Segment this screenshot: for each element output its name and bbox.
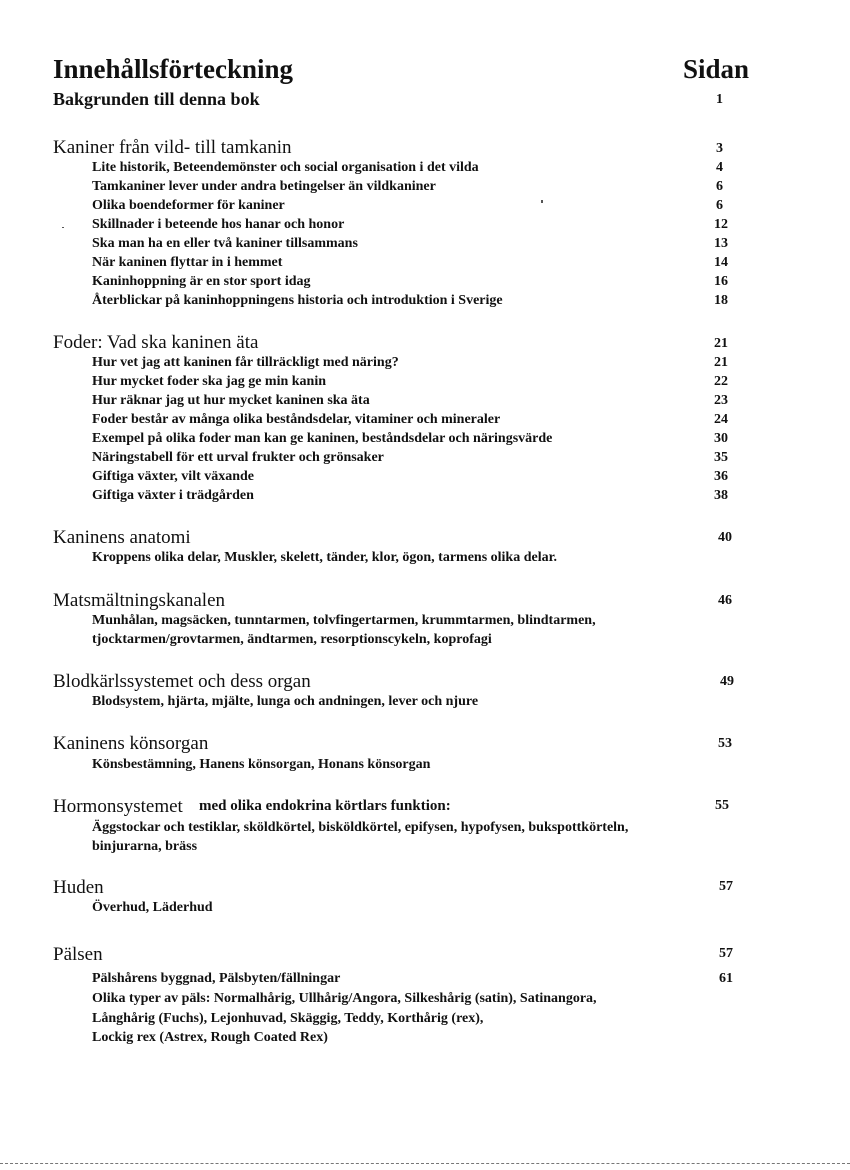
toc-item-page: 38 (714, 488, 728, 503)
section-description: Könsbestämning, Hanens könsorgan, Honans könsorgan (92, 757, 431, 772)
section-description: tjocktarmen/grovtarmen, ändtarmen, resorptionscykeln, koprofagi (92, 632, 492, 647)
section-description: Olika typer av päls: Normalhårig, Ullhårig/Angora, Silkeshårig (satin), Satinangora, (92, 991, 597, 1006)
section-title: Kaninens anatomi (53, 527, 191, 548)
section-title: Kaniner från vild- till tamkanin (53, 137, 292, 158)
section-title: Blodkärlssystemet och dess organ (53, 671, 311, 692)
scan-speck (541, 200, 543, 203)
section-description: Långhårig (Fuchs), Lejonhuvad, Skäggig, Teddy, Korthårig (rex), (92, 1011, 484, 1026)
toc-item-page: 18 (714, 293, 728, 308)
section-description: Lockig rex (Astrex, Rough Coated Rex) (92, 1030, 328, 1045)
intro-page: 1 (716, 92, 723, 107)
intro-label: Bakgrunden till denna bok (53, 89, 260, 109)
toc-item-page: 36 (714, 469, 728, 484)
toc-item-page: 21 (714, 355, 728, 370)
toc-item-page: 14 (714, 255, 728, 270)
toc-item: Exempel på olika foder man kan ge kaninen, beståndsdelar och näringsvärde (92, 431, 553, 446)
section-title: Hormonsystemet (53, 796, 183, 817)
toc-item-page: 22 (714, 374, 728, 389)
section-page: 57 (719, 879, 733, 894)
toc-item-page: 35 (714, 450, 728, 465)
section-title: Kaninens könsorgan (53, 733, 209, 754)
section-description: Pälshårens byggnad, Pälsbyten/fällningar (92, 971, 341, 986)
toc-item: Ska man ha en eller två kaniner tillsammans (92, 236, 358, 251)
section-page: 53 (718, 736, 732, 751)
section-description: Kroppens olika delar, Muskler, skelett, tänder, klor, ögon, tarmens olika delar. (92, 550, 558, 565)
toc-item-page: 12 (714, 217, 728, 232)
section-title: Huden (53, 877, 104, 898)
toc-item: Hur vet jag att kaninen får tillräckligt med näring? (92, 355, 399, 370)
toc-item: Tamkaniner lever under andra betingelser än vildkaniner (92, 179, 436, 194)
section-page: 21 (714, 336, 728, 351)
toc-item-page: 6 (716, 198, 723, 213)
toc-item: Lite historik, Beteendemönster och social organisation i det vilda (92, 160, 479, 175)
section-page: 49 (720, 674, 734, 689)
toc-item: Olika boendeformer för kaniner (92, 198, 285, 213)
section-description: Äggstockar och testiklar, sköldkörtel, bisköldkörtel, epifysen, hypofysen, bukspottkörteln, (92, 820, 629, 835)
section-description: Blodsystem, hjärta, mjälte, lunga och andningen, lever och njure (92, 694, 479, 709)
scan-speck (62, 227, 64, 228)
toc-item-page: 30 (714, 431, 728, 446)
section-description: binjurarna, bräss (92, 839, 198, 854)
toc-item: Skillnader i beteende hos hanar och honor (92, 217, 345, 232)
section-title: Pälsen (53, 944, 103, 965)
section-title: Foder: Vad ska kaninen äta (53, 332, 259, 353)
section-description: Munhålan, magsäcken, tunntarmen, tolvfingertarmen, krummtarmen, blindtarmen, (92, 613, 596, 628)
scan-edge-line (0, 1163, 850, 1164)
section-title-suffix: med olika endokrina körtlars funktion: (199, 798, 451, 814)
toc-item: Kaninhoppning är en stor sport idag (92, 274, 311, 289)
page-column-header: Sidan (683, 54, 750, 84)
section-page: 57 (719, 946, 733, 961)
toc-item-page: 4 (716, 160, 723, 175)
section-page: 40 (718, 530, 732, 545)
toc-item-page: 16 (714, 274, 728, 289)
section-page: 46 (718, 593, 732, 608)
toc-item: Giftiga växter i trädgården (92, 488, 254, 503)
toc-item-page: 23 (714, 393, 728, 408)
section-title: Matsmältningskanalen (53, 590, 226, 611)
toc-item: Hur mycket foder ska jag ge min kanin (92, 374, 326, 389)
toc-item: Foder består av många olika beståndsdelar, vitaminer och mineraler (92, 412, 501, 427)
toc-item: Återblickar på kaninhoppningens historia och introduktion i Sverige (92, 293, 503, 308)
toc-item-page: 6 (716, 179, 723, 194)
toc-item-page: 61 (719, 971, 733, 986)
toc-item: Näringstabell för ett urval frukter och grönsaker (92, 450, 384, 465)
section-description: Överhud, Läderhud (92, 900, 213, 915)
toc-item: När kaninen flyttar in i hemmet (92, 255, 283, 270)
toc-item-page: 13 (714, 236, 728, 251)
section-page: 3 (716, 141, 723, 156)
toc-title: Innehållsförteckning (53, 54, 294, 84)
toc-item-page: 24 (714, 412, 728, 427)
toc-item: Giftiga växter, vilt växande (92, 469, 255, 484)
toc-item: Hur räknar jag ut hur mycket kaninen ska äta (92, 393, 370, 408)
section-page: 55 (715, 798, 729, 813)
